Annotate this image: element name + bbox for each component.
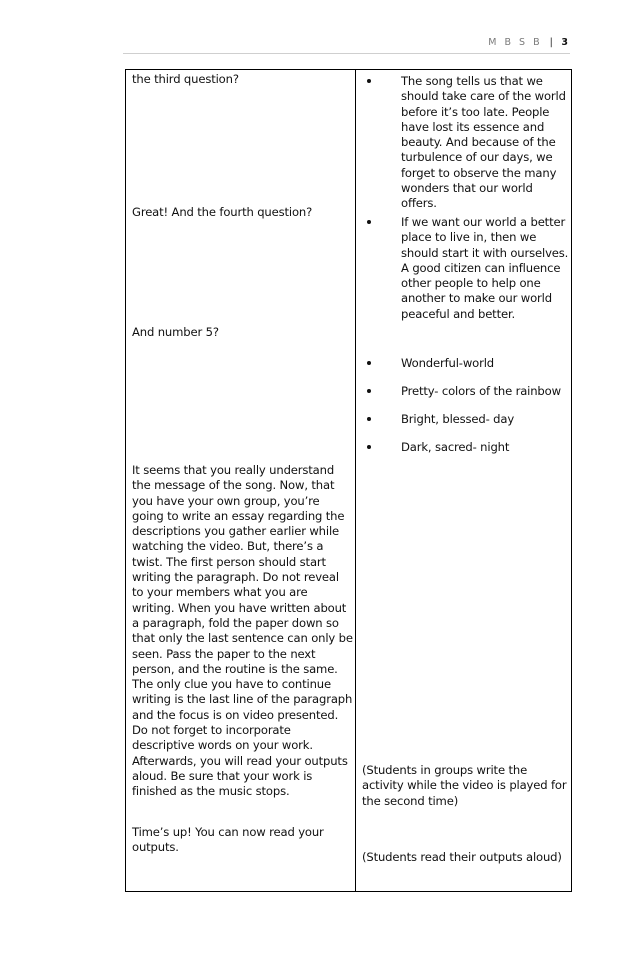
- page-number: 3: [561, 37, 568, 48]
- descriptive-word-text: Dark, sacred- night: [401, 440, 510, 454]
- descriptive-word-text: Pretty- colors of the rainbow: [401, 384, 561, 398]
- bullet-icon: [367, 361, 371, 365]
- fifth-question-text: And number 5?: [132, 325, 219, 339]
- bullet-icon: [367, 79, 371, 83]
- activity-note: (Students in groups write the activity while the video is played for the second time): [362, 763, 567, 808]
- essay-instructions: It seems that you really understand the message of the song. Now, that you have your own group, you’re going to write an essay regarding the descriptions you gather earlier while watching the video. But, there’s a twist. The first person should start writing the paragraph. Do not reveal to your members what you are writing. When you have written about a paragraph, fold the paper down so that only the last sentence can only be seen. Pass the paper to the next person, and the routine is the same. The only clue you have to continue writing is the last line of the paragraph and the focus is on video presented. Do not forget to incorporate descriptive words on your work. Afterwards, you will read your outputs aloud. Be sure that your work is finished as the music stops.: [132, 463, 353, 799]
- third-question-text: the third question?: [132, 72, 239, 86]
- bullet-icon: [367, 389, 371, 393]
- descriptive-word-text: Wonderful-world: [401, 356, 494, 370]
- column-divider: [355, 70, 356, 891]
- bullet-icon: [367, 417, 371, 421]
- times-up-text: Time’s up! You can now read your outputs.: [132, 825, 324, 855]
- answer-four-text: If we want our world a better place to live in, then we should start it with ourselves. A good citizen can influence other people to help one another to make our world peaceful and better.: [401, 215, 569, 321]
- reading-note: (Students read their outputs aloud): [362, 850, 562, 864]
- bullet-icon: [367, 445, 371, 449]
- header-rule: [123, 53, 570, 54]
- header-separator: |: [549, 37, 553, 48]
- descriptive-word-text: Bright, blessed- day: [401, 412, 515, 426]
- fourth-question-text: Great! And the fourth question?: [132, 205, 313, 219]
- running-header: [488, 37, 568, 48]
- answer-three-text: The song tells us that we should take care of the world before it’s too late. People have lost its essence and beauty. And because of the turbulence of our days, we forget to observe the many wonders that our world offers.: [401, 74, 566, 211]
- bullet-icon: [367, 220, 371, 224]
- running-title: M B S B: [488, 37, 543, 48]
- lesson-table: [125, 69, 572, 892]
